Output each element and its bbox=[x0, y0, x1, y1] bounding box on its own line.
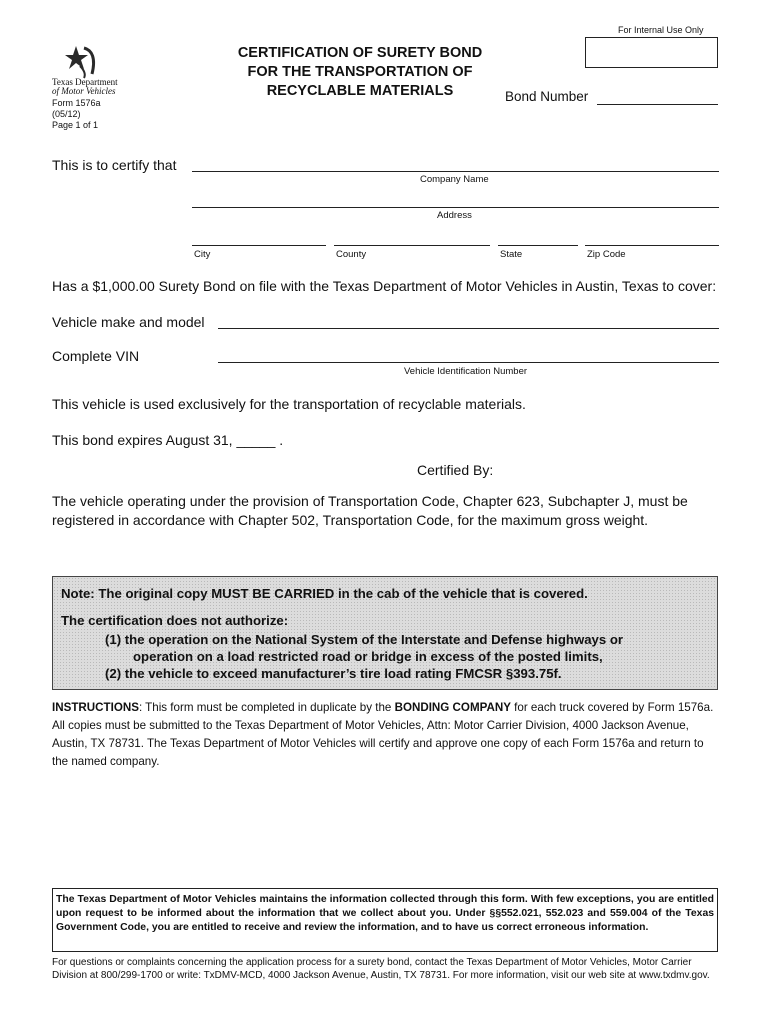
vin-caption: Vehicle Identification Number bbox=[404, 366, 528, 377]
internal-use-box[interactable] bbox=[585, 37, 718, 68]
state-label: State bbox=[500, 249, 523, 260]
company-name-label: Company Name bbox=[420, 174, 489, 185]
txdmv-star-logo-icon bbox=[62, 44, 102, 80]
title-line1: CERTIFICATION OF SURETY BOND bbox=[237, 45, 483, 61]
provision-line1: The vehicle operating under the provision of Transportation Code, Chapter 623, Subchapter J, must be bbox=[52, 493, 688, 509]
vehicle-make-model-field[interactable] bbox=[218, 328, 719, 329]
note-item-1: (1) the operation on the National System of the Interstate and Defense highways or bbox=[105, 632, 624, 647]
provision-line2: registered in accordance with Chapter 502, Transportation Code, for the maximum gross weight. bbox=[52, 512, 649, 528]
certify-intro: This is to certify that bbox=[52, 157, 177, 173]
internal-use-label: For Internal Use Only bbox=[618, 25, 704, 35]
instructions-paragraph: INSTRUCTIONS: This form must be completed in duplicate by the BONDING COMPANY for each truck covered by Form 1576a. All copies must be submitted to the Texas Department of Motor Vehicles, Attn: Motor Carrier Division, 4000 Jackson Avenue, Austin, TX 78731. The Texas Department of Motor Vehicles will certify and approve one copy of each Form 1576a and return to the named company. bbox=[52, 701, 714, 768]
city-field[interactable] bbox=[192, 245, 326, 246]
exclusive-use-statement: This vehicle is used exclusively for the transportation of recyclable materials. bbox=[52, 396, 526, 412]
note-not-authorize-heading: The certification does not authorize: bbox=[61, 613, 289, 628]
county-field[interactable] bbox=[334, 245, 490, 246]
vehicle-make-model-label: Vehicle make and model bbox=[52, 314, 205, 330]
note-item-1-continued: operation on a load restricted road or bridge in excess of the posted limits, bbox=[133, 649, 603, 664]
company-name-field[interactable] bbox=[192, 171, 719, 172]
county-label: County bbox=[336, 249, 367, 260]
city-label: City bbox=[194, 249, 211, 260]
vin-field[interactable] bbox=[218, 362, 719, 363]
address-label: Address bbox=[437, 210, 472, 221]
title-line2: FOR THE TRANSPORTATION OF bbox=[247, 64, 473, 80]
zip-code-field[interactable] bbox=[585, 245, 719, 246]
certified-by-label: Certified By: bbox=[417, 462, 494, 478]
state-field[interactable] bbox=[498, 245, 578, 246]
form-number: Form 1576a bbox=[52, 98, 101, 108]
form-revision: (05/12) bbox=[52, 109, 81, 119]
note-box bbox=[52, 576, 718, 690]
form-title bbox=[200, 44, 520, 101]
complete-vin-label: Complete VIN bbox=[52, 348, 140, 364]
zip-code-label: Zip Code bbox=[587, 249, 626, 260]
agency-name-line1: Texas Department bbox=[52, 77, 118, 87]
agency-name-line2: of Motor Vehicles bbox=[52, 86, 116, 96]
bond-number-label: Bond Number bbox=[505, 89, 589, 104]
page-info: Page 1 of 1 bbox=[52, 120, 99, 130]
instructions-label: INSTRUCTIONS bbox=[52, 701, 139, 714]
note-carry-requirement: Note: The original copy MUST BE CARRIED in the cab of the vehicle that is covered. bbox=[61, 586, 588, 601]
bond-statement: Has a $1,000.00 Surety Bond on file with the Texas Department of Motor Vehicles in Austin, Texas to cover: bbox=[52, 278, 717, 294]
title-line3: RECYCLABLE MATERIALS bbox=[266, 83, 454, 99]
note-item-2: (2) the vehicle to exceed manufacturer’s tire load rating FMCSR §393.75f. bbox=[105, 666, 562, 681]
address-field[interactable] bbox=[192, 207, 719, 208]
bonding-company-term: BONDING COMPANY bbox=[394, 701, 511, 714]
footer-contact-info: For questions or complaints concerning the application process for a surety bond, contact the Texas Department of Motor Vehicles, Motor Carrier Division at 800/299-1700 or write: TxDMV-MCD, 4000 Jackson Avenue, Austin, TX 78731. For more information, visit our web site at www.txdmv.gov. bbox=[52, 957, 710, 981]
bond-number-field[interactable] bbox=[597, 104, 718, 105]
privacy-notice: The Texas Department of Motor Vehicles maintains the information collected through this form. With few exceptions, you are entitled upon request to be informed about the information that we collect about you. Under §§552.021, 552.023 and 559.004 of the Texas Government Code, you are entitled to receive and review the information, and to have us correct erroneous information. bbox=[52, 888, 718, 952]
bond-expiration: This bond expires August 31, _____ . bbox=[52, 432, 284, 448]
